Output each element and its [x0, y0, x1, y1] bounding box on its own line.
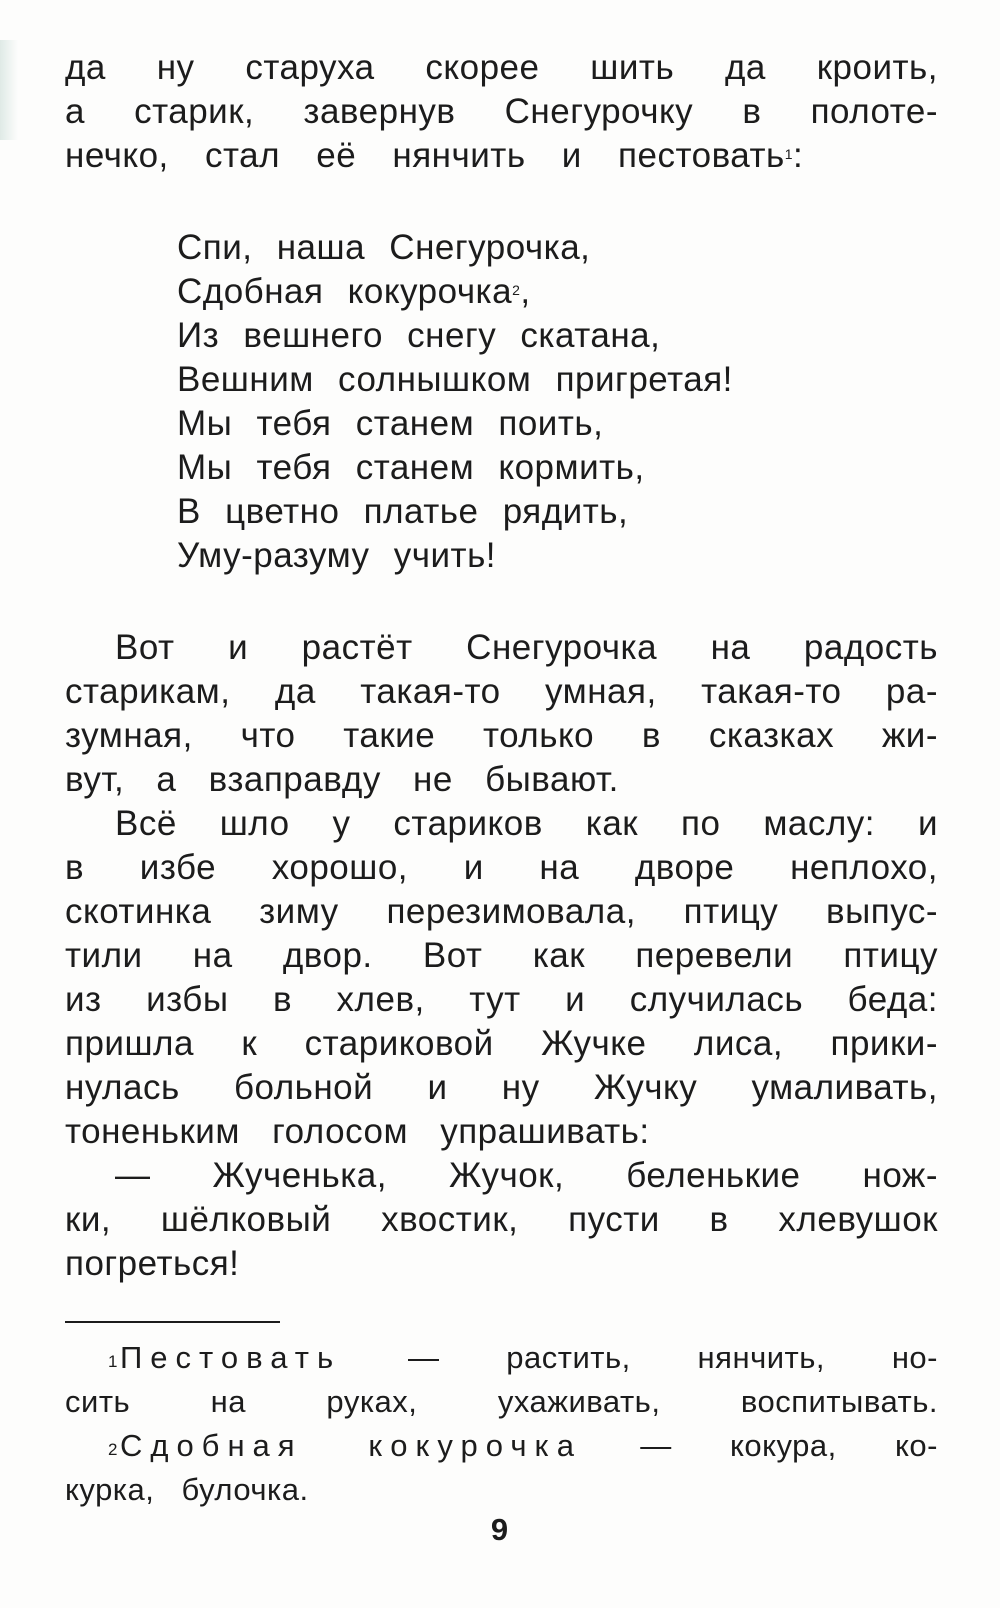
- paragraph-2-line-2: старикам, да такая-то умная, такая-то ра-: [65, 672, 938, 711]
- paragraph-1-line-3-text: нечко, стал её нянчить и пестовать: [65, 136, 785, 175]
- footnote-1-term: Пестовать: [119, 1340, 342, 1375]
- verse-line-1: Спи, наша Снегурочка,: [177, 228, 591, 267]
- paragraph-4-line-1: — Жученька, Жучок, беленькие нож-: [115, 1156, 938, 1195]
- footnote-2-definition: — кокура, ко-: [640, 1428, 938, 1463]
- paragraph-1-line-3-tail: :: [793, 136, 804, 175]
- paragraph-3-line-5: из избы в хлев, тут и случилась беда:: [65, 980, 938, 1019]
- verse-line-4: Вешним солнышком пригретая!: [177, 360, 733, 399]
- verse-line-5: Мы тебя станем поить,: [177, 404, 604, 443]
- verse-line-2: [177, 270, 531, 314]
- paragraph-2-line-1: Вот и растёт Снегурочка на радость: [115, 628, 938, 667]
- paragraph-3-line-6: пришла к стариковой Жучке лиса, прики-: [65, 1024, 938, 1063]
- page-edge-mark: [0, 40, 18, 140]
- paragraph-1-line-3: [65, 134, 938, 178]
- paragraph-2-line-3: зумная, что такие только в сказках жи-: [65, 716, 938, 755]
- paragraph-1-line-2: а старик, завернув Снегурочку в полоте-: [65, 92, 938, 131]
- paragraph-3-line-2: в избе хорошо, и на дворе неплохо,: [65, 848, 938, 887]
- footnote-ref-2: 2: [512, 282, 521, 298]
- paragraph-3-line-1: Всё шло у стариков как по маслу: и: [115, 804, 938, 843]
- paragraph-3-line-7: нулась больной и ну Жучку умаливать,: [65, 1068, 938, 1107]
- paragraph-4-line-2: ки, шёлковый хвостик, пусти в хлевушок: [65, 1200, 938, 1239]
- paragraph-3-line-4: тили на двор. Вот как перевели птицу: [65, 936, 938, 975]
- paragraph-3-line-3: скотинка зиму перезимовала, птицу выпус-: [65, 892, 938, 931]
- paragraph-2-line-4: вут, а взаправду не бывают.: [65, 760, 619, 799]
- footnote-1-marker: 1: [108, 1352, 118, 1371]
- verse-line-2-text: Сдобная кокурочка: [177, 272, 513, 311]
- footnote-2-line-2: курка, булочка.: [65, 1472, 309, 1507]
- verse-line-6: Мы тебя станем кормить,: [177, 448, 645, 487]
- footnote-1-definition: — растить, нянчить, но-: [407, 1340, 938, 1375]
- verse-line-3: Из вешнего снегу скатана,: [177, 316, 661, 355]
- footnote-ref-1: 1: [784, 146, 794, 162]
- footnote-1-line-2: сить на руках, ухаживать, воспитывать.: [65, 1384, 938, 1419]
- footnote-2-term: Сдобная кокурочка: [119, 1428, 582, 1463]
- footnote-2-marker: 2: [108, 1440, 118, 1459]
- paragraph-4-line-3: погреться!: [65, 1244, 240, 1283]
- footnote-1-line-1: [108, 1336, 938, 1380]
- paragraph-3-line-8: тоненьким голосом упрашивать:: [65, 1112, 650, 1151]
- footnote-2-line-1: [108, 1424, 938, 1468]
- page-number: 9: [490, 1512, 510, 1547]
- verse-line-8: Уму-разуму учить!: [177, 536, 497, 575]
- footnote-divider: [65, 1321, 280, 1323]
- verse-line-2-tail: ,: [520, 272, 531, 311]
- verse-line-7: В цветно платье рядить,: [177, 492, 629, 531]
- paragraph-1-line-1: да ну старуха скорее шить да кроить,: [65, 48, 938, 87]
